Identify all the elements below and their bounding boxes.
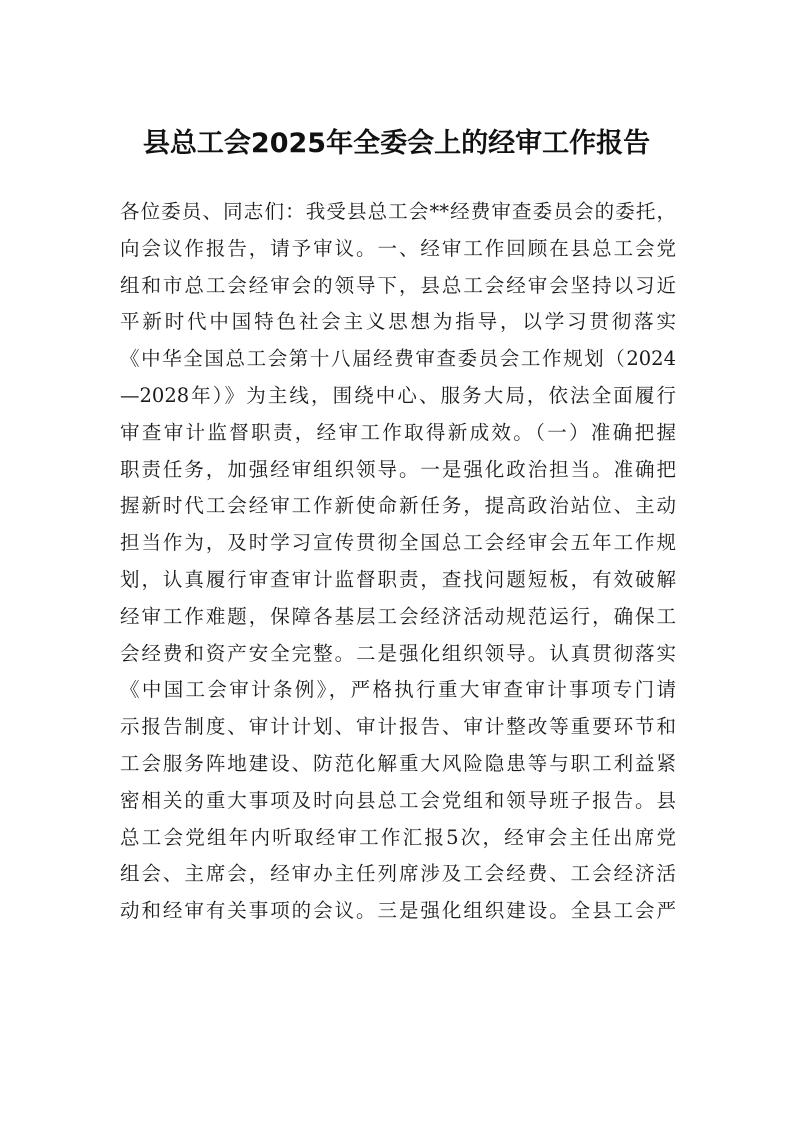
body-line-15: 示报告制度、审计计划、审计报告、审计整改等重要环节和 bbox=[120, 715, 676, 739]
body-line-3: 组和市总工会经审会的领导下，县总工会经审会坚持以习近 bbox=[120, 273, 676, 297]
body-line-8: 职责任务，加强经审组织领导。一是强化政治担当。准确把 bbox=[120, 457, 676, 481]
body-line-19: 组会、主席会，经审办主任列席涉及工会经费、工会经济活 bbox=[120, 862, 676, 886]
body-line-4: 平新时代中国特色社会主义思想为指导，以学习贯彻落实 bbox=[120, 310, 676, 334]
body-line-9: 握新时代工会经审工作新使命新任务，提高政治站位、主动 bbox=[120, 494, 676, 518]
body-line-10: 担当作为，及时学习宣传贯彻全国总工会经审会五年工作规 bbox=[120, 531, 676, 555]
body-line-18: 总工会党组年内听取经审工作汇报5次，经审会主任出席党 bbox=[120, 825, 676, 849]
body-line-2: 向会议作报告，请予审议。一、经审工作回顾在县总工会党 bbox=[120, 236, 676, 260]
body-line-5: 《中华全国总工会第十八届经费审查委员会工作规划（2024 bbox=[120, 347, 676, 371]
document-title: 县总工会2025年全委会上的经审工作报告 bbox=[142, 128, 651, 159]
body-line-6: —2028年）》为主线，围绕中心、服务大局，依法全面履行 bbox=[120, 383, 676, 407]
document-body bbox=[120, 194, 676, 930]
body-line-11: 划，认真履行审查审计监督职责，查找问题短板，有效破解 bbox=[120, 567, 676, 591]
body-line-13: 会经费和资产安全完整。二是强化组织领导。认真贯彻落实 bbox=[120, 641, 676, 665]
body-line-7: 审查审计监督职责，经审工作取得新成效。（一）准确把握 bbox=[120, 420, 676, 444]
body-line-17: 密相关的重大事项及时向县总工会党组和领导班子报告。县 bbox=[120, 788, 676, 812]
body-line-20: 动和经审有关事项的会议。三是强化组织建设。全县工会严 bbox=[120, 899, 676, 923]
body-line-12: 经审工作难题，保障各基层工会经济活动规范运行，确保工 bbox=[120, 604, 676, 628]
body-line-1: 各位委员、同志们：我受县总工会**经费审查委员会的委托， bbox=[120, 200, 676, 223]
body-line-16: 工会服务阵地建设、防范化解重大风险隐患等与职工利益紧 bbox=[120, 751, 676, 775]
body-line-14: 《中国工会审计条例》，严格执行重大审查审计事项专门请 bbox=[120, 678, 676, 702]
